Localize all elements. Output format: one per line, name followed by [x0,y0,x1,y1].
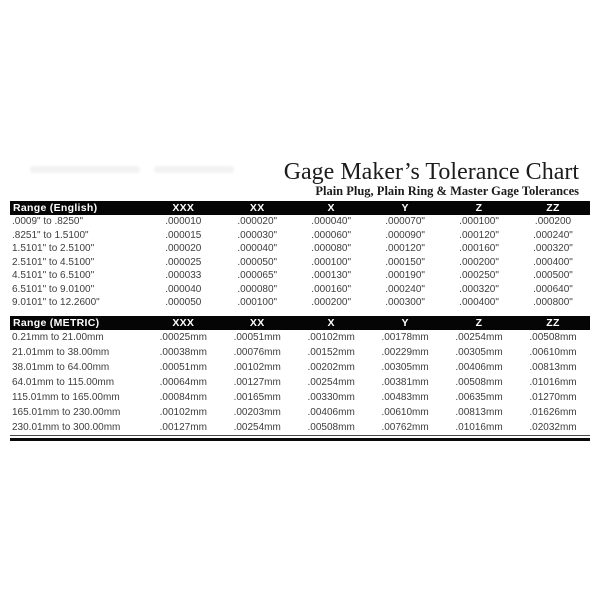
tolerance-value-cell: .000015 [165,229,202,241]
tolerance-value-cell: .00254mm [455,331,503,343]
range-cell: 64.01mm to 115.00mm [12,376,115,388]
tolerance-value-cell: .000240" [385,283,425,295]
page-title: Gage Maker’s Tolerance Chart [283,159,579,185]
tolerance-value-cell: .00064mm [159,376,207,388]
tolerance-value-cell: .00762mm [368,420,442,436]
tolerance-value-cell: .00254mm [220,420,294,436]
tolerance-value-cell: .00305mm [381,361,429,373]
column-header-z: Z [442,201,516,215]
table-row [10,215,590,229]
tolerance-value-cell: .000060" [311,229,351,241]
table-row [10,375,590,390]
english-header-row [10,201,590,215]
tolerance-value-cell: .000130" [311,270,351,282]
column-header-range-metric: Range (METRIC) [10,316,146,330]
tolerance-value-cell: .00051mm [159,361,207,373]
tolerance-value-cell: .00381mm [381,376,429,388]
range-cell: 230.01mm to 300.00mm [10,420,146,436]
column-header-x: X [294,316,368,330]
tolerance-value-cell: .00305mm [455,346,503,358]
metric-table-body [10,330,590,436]
page-subtitle: Plain Plug, Plain Ring & Master Gage Tolerances [315,184,579,198]
tolerance-value-cell: .00165mm [233,391,281,403]
tolerance-value-cell: .00202mm [307,361,355,373]
column-header-zz: ZZ [516,201,590,215]
english-tolerance-table [10,201,590,310]
range-cell: 9.0101" to 12.2600" [12,297,100,309]
metric-tolerance-table [10,316,590,436]
tolerance-value-cell: .00610mm [529,346,577,358]
tolerance-value-cell: .00025mm [159,331,207,343]
tolerance-value-cell: .000320" [533,243,573,255]
table-row [10,269,590,283]
tolerance-value-cell: .000040 [165,283,202,295]
range-cell: 165.01mm to 230.00mm [12,406,121,418]
tolerance-value-cell: .000200" [459,256,499,268]
tolerance-value-cell: .00102mm [159,406,207,418]
range-cell: 2.5101" to 4.5100" [12,256,95,268]
range-cell: 0.21mm to 21.00mm [12,331,104,343]
tolerance-value-cell: .000040" [237,243,278,255]
table-row [10,229,590,243]
tolerance-value-cell: .000100" [237,297,278,309]
table-row [10,390,590,405]
range-cell: 115.01mm to 165.00mm [12,391,120,403]
tolerance-value-cell: .00508mm [294,420,368,436]
tolerance-value-cell: .000020 [165,243,202,255]
tolerance-value-cell: .000090" [385,229,425,241]
tolerance-value-cell: .000120" [459,229,499,241]
tolerance-value-cell: .00813mm [455,406,503,418]
tolerance-value-cell: .000300" [385,297,425,309]
tolerance-value-cell: .000020" [237,216,278,228]
range-cell: .8251" to 1.5100" [12,229,89,241]
metric-header-row [10,316,590,330]
column-header-zz: ZZ [516,316,590,330]
faint-watermark-smudge [30,166,140,173]
column-header-xxx: XXX [146,201,220,215]
tolerance-value-cell: .00178mm [381,331,429,343]
tolerance-value-cell: .000190" [385,270,425,282]
tolerance-value-cell: .000500" [533,270,573,282]
range-cell: 1.5101" to 2.5100" [12,243,95,255]
tolerance-value-cell: .000100" [311,256,351,268]
tolerance-value-cell: .000040" [311,216,351,228]
tolerance-value-cell: .01016mm [442,420,516,436]
table-row [10,420,590,436]
column-header-xxx: XXX [146,316,220,330]
tolerance-value-cell: .000250" [459,270,499,282]
tolerance-value-cell: .000070" [385,216,425,228]
column-header-xx: XX [220,201,294,215]
table-row [10,242,590,256]
tolerance-value-cell: .000200" [311,297,351,309]
tolerance-value-cell: .00076mm [233,346,281,358]
range-cell: 21.01mm to 38.00mm [12,346,110,358]
tolerance-value-cell: .000033 [165,270,202,282]
column-header-y: Y [368,201,442,215]
tolerance-value-cell: .000050 [165,297,202,309]
tolerance-value-cell: .000240" [533,229,573,241]
english-table-body [10,215,590,310]
tolerance-value-cell: .000080" [311,243,351,255]
tolerance-value-cell: .000030" [237,229,278,241]
table-row [10,256,590,270]
tolerance-value-cell: .000200 [534,216,572,228]
tolerance-value-cell: .000800" [533,297,573,309]
tolerance-value-cell: .00406mm [455,361,503,373]
tolerance-value-cell: .01270mm [529,391,577,403]
column-header-xx: XX [220,316,294,330]
tolerance-value-cell: .00635mm [455,391,503,403]
table-row [10,405,590,420]
column-header-z: Z [442,316,516,330]
faint-watermark-smudge [154,166,234,173]
table-row [10,296,590,310]
chart-content [10,160,590,441]
range-cell: 4.5101" to 6.5100" [12,270,95,282]
table-row [10,360,590,375]
tolerance-value-cell: .00102mm [233,361,281,373]
tolerance-value-cell: .000065" [237,270,278,282]
tolerance-value-cell: .000400" [459,297,499,309]
tolerance-value-cell: .00102mm [307,331,355,343]
faint-watermark [30,166,234,174]
tolerance-value-cell: .000160" [459,243,499,255]
range-cell: .0009" to .8250" [12,216,84,228]
tolerance-value-cell: .00127mm [233,376,281,388]
table-row [10,330,590,345]
tolerance-value-cell: .00813mm [529,361,577,373]
tolerance-value-cell: .00483mm [381,391,429,403]
tolerance-value-cell: .000100" [459,216,499,228]
tolerance-value-cell: .00051mm [233,331,281,343]
tolerance-value-cell: .000400" [533,256,573,268]
tolerance-value-cell: .000080" [237,283,278,295]
tolerance-value-cell: .00229mm [381,346,429,358]
tolerance-value-cell: .00508mm [455,376,503,388]
column-header-range-english: Range (English) [10,201,146,215]
range-cell: 38.01mm to 64.00mm [12,361,110,373]
tolerance-value-cell: .02032mm [516,420,590,436]
column-header-x: X [294,201,368,215]
tolerance-value-cell: .00330mm [307,391,355,403]
table-bottom-rule [10,438,590,441]
table-row [10,345,590,360]
tolerance-value-cell: .000150" [385,256,425,268]
tolerance-value-cell: .000640" [533,283,573,295]
tolerance-value-cell: .000160" [311,283,351,295]
tolerance-value-cell: .000120" [385,243,425,255]
column-header-y: Y [368,316,442,330]
tolerance-value-cell: .01016mm [529,376,577,388]
tolerance-value-cell: .00508mm [529,331,577,343]
tolerance-value-cell: .00254mm [307,376,355,388]
table-row [10,283,590,297]
tolerance-value-cell: .000010 [165,216,202,228]
range-cell: 6.5101" to 9.0100" [12,283,95,295]
tolerance-value-cell: .000025 [165,256,202,268]
tolerance-value-cell: .00610mm [381,406,429,418]
tolerance-value-cell: .01626mm [529,406,577,418]
tolerance-value-cell: .00203mm [233,406,281,418]
tolerance-value-cell: .000050" [237,256,278,268]
tolerance-value-cell: .00127mm [146,420,220,436]
tolerance-value-cell: .000320" [459,283,499,295]
tolerance-value-cell: .00084mm [159,391,207,403]
tolerance-value-cell: .00038mm [159,346,207,358]
tolerance-value-cell: .00152mm [307,346,355,358]
tolerance-value-cell: .00406mm [307,406,355,418]
